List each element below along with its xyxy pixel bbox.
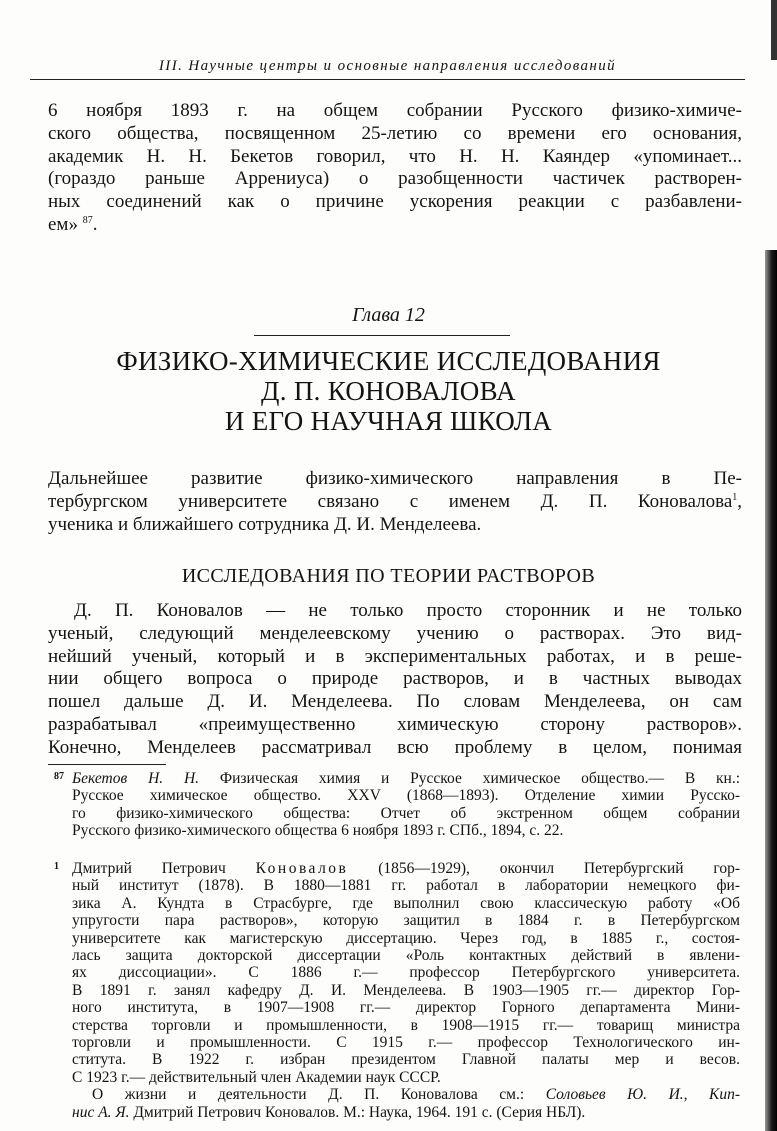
text-fragment: Дмитрий Петрович [72,860,226,877]
text-line: С 1923 г.— действительный член Академии наук СССР. [72,1068,441,1086]
text-line: (гораздо раньше Аррениуса) о разобщенности частичек растворен- [48,168,742,190]
text-line: го физико-химического общества: Отчет об экстренном общем собрании [72,804,740,822]
page-corner-shadow [771,0,777,60]
text-line: Д. П. Коновалов — не только просто сторонник и не только [74,600,742,621]
footnote-mark: 87 [54,771,64,782]
footnote-87 [54,770,741,840]
text-line: торговли и промышленности. С 1915 г.— профессор Технологического ин- [72,1034,740,1052]
text-line: зика А. Кундта в Страсбурге, где выполнил свою классическую работу «Об [72,894,740,912]
text-line: упругости пара растворов», которую защитил в 1884 г. в Петербургском [72,912,740,930]
running-header: III. Научные центры и основные направления исследований [30,58,745,80]
text-line: ученика и ближайшего сотрудника Д. И. Менделеева. [48,513,482,535]
text-line [72,1086,740,1103]
text-line: лась защита докторской диссертации «Роль контактных действий в явлени- [72,947,740,965]
text-line: нейший ученый, который и в экспериментальных работах, и в реше- [48,645,742,667]
chapter-title-line: ФИЗИКО-ХИМИЧЕСКИЕ ИССЛЕДОВАНИЯ [116,346,661,376]
footnote-1 [54,860,741,1121]
text-line: Русское химическое общество. XXV (1868—1893). Отделение химии Русско- [72,787,740,805]
text-line: Русского физико-химического общества 6 ноября 1893 г. СПб., 1894, с. 22. [72,822,564,840]
text-fragment: Коновалов [255,860,349,877]
text-line [72,1104,740,1121]
text-line: ного института, в 1907—1908 гг.— директор Горного департамента Мини- [72,999,740,1017]
text-line: разрабатывал «преимущественно химическую сторону растворов». [48,713,742,735]
footnote-author: Соловьев Ю. И., Кип- [545,1086,741,1104]
text-line: нии общего вопроса о природе растворов, и в частных выводах [48,668,742,690]
text-fragment: Физическая химия и Русское химическое общество.— В кн.: [219,770,741,787]
text-line: стерства торговли и промышленности, в 1908—1915 гг.— товарищ министра [72,1016,740,1034]
text-line: университете как магистерскую диссертацию. Через год, в 1885 г., состоя- [72,929,740,947]
text-line: академик Н. Н. Бекетов говорил, что Н. Н. Каяндер «упоминает... [48,145,742,167]
text-line: ского общества, посвященном 25-летию со времени его основания, [48,122,742,144]
text-line: В 1891 г. занял кафедру Д. И. Менделеева. В 1903—1905 гг.— директор Гор- [72,981,740,999]
body-paragraph [48,600,742,760]
text-line: пошел дальше Д. И. Менделеева. По словам Менделеева, он сам [48,691,742,713]
footnote-author: Бекетов Н. Н. [72,770,200,787]
text-line: Дальнейшее развитие физико-химического направления в Пе- [48,468,742,489]
chapter-divider [254,335,510,336]
footnote-mark: 1 [54,861,59,872]
footnote-author: нис А. Я. [72,1103,130,1121]
paragraph-top [48,100,742,237]
chapter-title-line: И ЕГО НАУЧНАЯ ШКОЛА [224,406,553,436]
footnote-ref: 1 [732,491,738,503]
footnote-divider [48,764,166,765]
text-line: ный институт (1878). В 1880—1881 гг. работал в лаборатории немецкого фи- [72,877,740,895]
text-line: Конечно, Менделеев рассматривал всю проблему в целом, понимая [48,736,742,758]
text-line: ях диссоциации». С 1886 г.— профессор Петербургского университета. [72,964,740,982]
chapter-title-line: Д. П. КОНОВАЛОВА [261,376,516,406]
section-heading: ИССЛЕДОВАНИЯ ПО ТЕОРИИ РАСТВОРОВ [181,565,596,587]
chapter-label: Глава 12 [352,304,425,326]
chapter-title [0,346,777,436]
text-line: тербургском университете связано с именем Д. П. Коновалова$^1$, [48,490,742,512]
text-fragment: Дмитрий Петрович Коновалов. М.: Наука, 1964. 191 с. (Серия НБЛ). [133,1103,586,1121]
text-line: ученый, следующий менделеевскому учению о растворах. Это вид- [48,622,742,644]
text-line: ных соединений как о причине ускорения реакции с разбавлени- [48,191,742,213]
text-line [72,860,740,877]
text-line: ститута. В 1922 г. избран президентом Главной палаты мер и весов. [72,1051,740,1069]
text-fragment: ем» [48,213,78,235]
intro-paragraph [48,468,742,536]
text-line: 6 ноября 1893 г. на общем собрании Русского физико-химиче- [48,100,742,121]
text-fragment: (1856—1929), окончил Петербургский гор- [378,860,740,877]
text-fragment: О жизни и деятельности Д. П. Коновалова см.: [92,1086,525,1104]
text-line: ем» $^{87}$. [48,213,98,235]
text-fragment: тербургском университете связано с именем Д. П. Коновалова [48,490,733,512]
text-line [72,770,740,787]
footnote-ref: 87 [82,214,93,226]
